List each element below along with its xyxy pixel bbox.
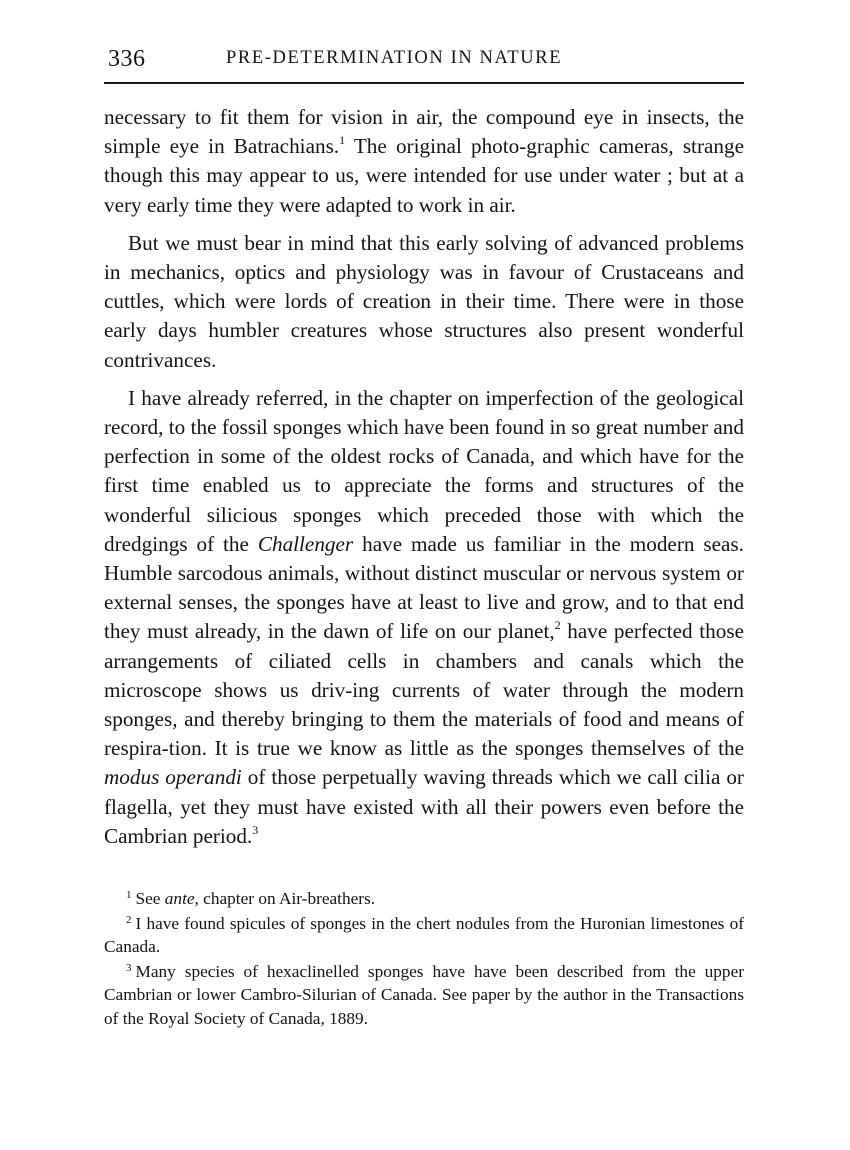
footnote-ref-2: 2 bbox=[554, 618, 561, 633]
paragraph-1 bbox=[104, 103, 744, 220]
footnote-1-text-cont: chapter on Air-breathers. bbox=[198, 889, 376, 909]
book-page bbox=[104, 38, 744, 1032]
paragraph-3-text: I have already referred, in the chapter on imperfection of the geological record, to the fossil sponges which have been found in so great number and perfection in some of the oldest rocks of Canada, and which have for the first time enabled us to appreciate the forms and structures of the wonderful silicious sponges which preceded those with which the dredgings of the bbox=[104, 385, 744, 556]
page-number: 336 bbox=[108, 46, 146, 72]
paragraph-3-text-cont: have made us familiar in the modern seas. Humble sarcodous animals, without distinct muscular or nervous system or external senses, the sponges have at least to live and grow, and to that end they must already, in the dawn of life on our planet, bbox=[104, 531, 744, 644]
footnotes bbox=[104, 887, 744, 1031]
footnote-3 bbox=[104, 960, 744, 1031]
paragraph-2: But we must bear in mind that this early solving of advanced problems in mechanics, optics and physiology was in favour of Crustaceans and cuttles, which were lords of creation in their time. There were in those early days humbler creatures whose structures also present wonderful contrivances. bbox=[104, 230, 744, 372]
paragraph-1-text-cont: The original photo-graphic cameras, strange though this may appear to us, were intended for use under water ; but at a very early time they were adapted to work in air. bbox=[104, 134, 744, 217]
paragraph-3 bbox=[104, 384, 744, 851]
paragraph-1-text: necessary to fit them for vision in air, the compound eye in insects, the simple eye in Batrachians. bbox=[104, 105, 744, 159]
footnote-2 bbox=[104, 912, 744, 959]
footnote-mark-3: 3 bbox=[126, 961, 132, 974]
footnote-3-text: Many species of hexaclinelled sponges have have been described from the upper Cambrian or lower Cambro-Silurian of Canada. See paper by the author in the Transactions of the Royal Society of Canada, 1889. bbox=[104, 961, 744, 1029]
ship-name-challenger: Challenger bbox=[257, 531, 354, 556]
footnote-1-text: See bbox=[135, 889, 165, 909]
running-head bbox=[104, 38, 744, 84]
footnote-ref-3: 3 bbox=[252, 822, 259, 837]
latin-phrase: modus operandi bbox=[104, 765, 242, 790]
footnote-ref-1: 1 bbox=[339, 133, 346, 148]
running-title: PRE-DETERMINATION IN NATURE bbox=[226, 48, 563, 68]
footnote-2-text: I have found spicules of sponges in the chert nodules from the Huronian limestones of Canada. bbox=[104, 913, 744, 957]
footnote-mark-2: 2 bbox=[126, 913, 132, 926]
paragraph-3-text-cont-3: of those perpetually waving threads which we call cilia or flagella, yet they must have existed with all their powers even before the Cambrian period. bbox=[104, 765, 744, 848]
footnote-1-italic: ante, bbox=[164, 889, 199, 909]
footnote-mark-1: 1 bbox=[126, 889, 132, 902]
body-text bbox=[104, 103, 744, 851]
paragraph-3-text-cont-2: have perfected those arrangements of ciliated cells in chambers and canals which the microscope shows us driv-ing currents of water through the modern sponges, and thereby bringing to them the materials of food and means of respira-tion. It is true we know as little as the sponges themselves of the bbox=[104, 619, 744, 761]
footnote-1 bbox=[104, 887, 744, 911]
